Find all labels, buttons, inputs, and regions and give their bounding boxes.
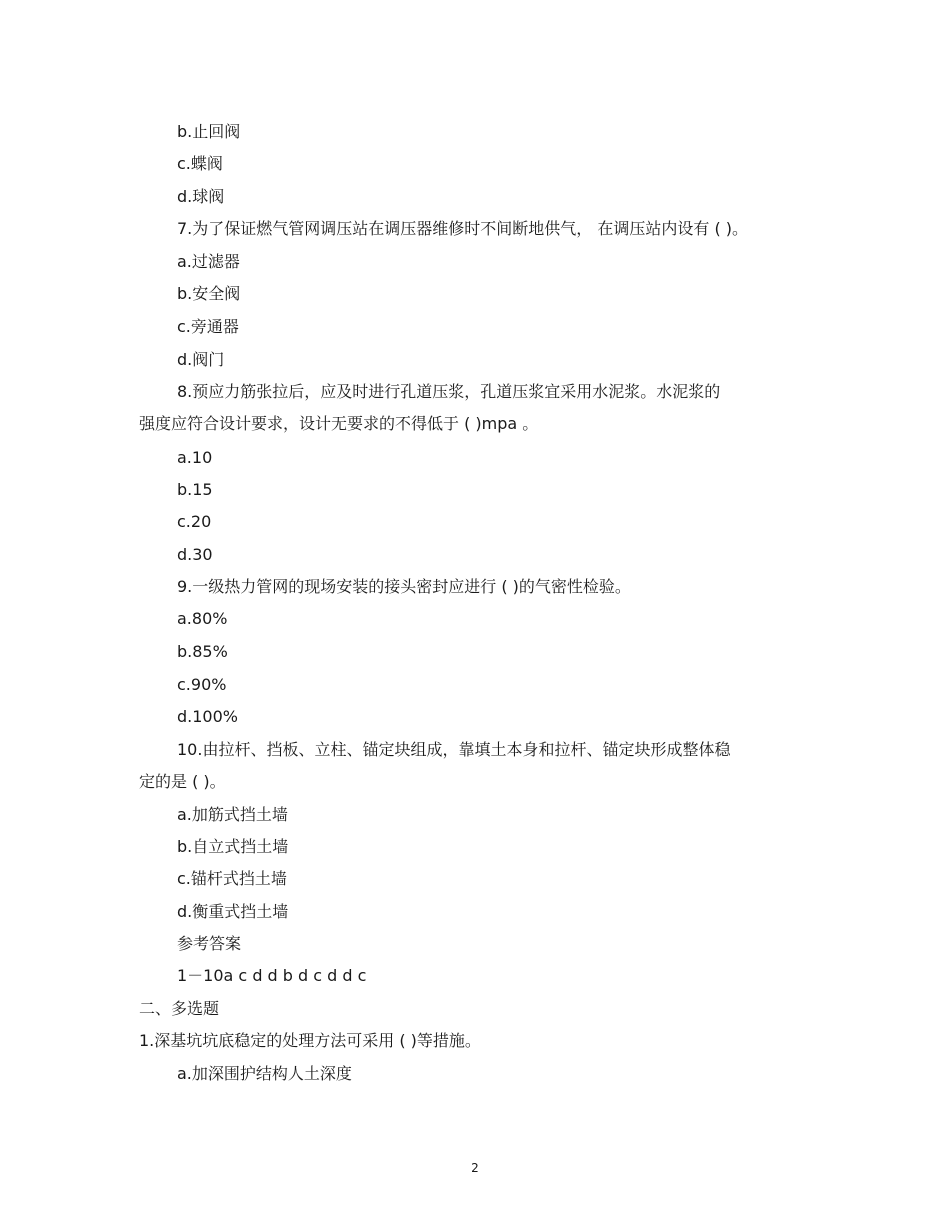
q10-option-d: d.衡重式挡土墙 bbox=[177, 902, 289, 921]
question-8-line-1: 8.预应力筋张拉后，应及时进行孔道压浆，孔道压浆宜采用水泥浆。水泥浆的 bbox=[177, 382, 721, 401]
q8-option-c: c.20 bbox=[177, 512, 212, 531]
question-8-line-2: 强度应符合设计要求，设计无要求的不得低于 ( )mpa 。 bbox=[139, 414, 539, 433]
reference-answer-list: 1－10a c d d b d c d d c bbox=[177, 966, 367, 985]
question-10-line-2: 定的是 ( )。 bbox=[139, 772, 226, 791]
option-c-butterfly-valve: c.蝶阀 bbox=[177, 154, 223, 173]
q7-option-c: c.旁通器 bbox=[177, 317, 239, 336]
q9-option-d: d.100% bbox=[177, 707, 238, 726]
q7-option-a: a.过滤器 bbox=[177, 252, 240, 271]
question-10-line-1: 10.由拉杆、挡板、立柱、锚定块组成，靠填土本身和拉杆、锚定块形成整体稳 bbox=[177, 740, 731, 759]
q9-option-c: c.90% bbox=[177, 675, 227, 694]
q9-option-b: b.85% bbox=[177, 642, 228, 661]
reference-answer-heading: 参考答案 bbox=[177, 934, 242, 953]
q7-option-d: d.阀门 bbox=[177, 350, 225, 369]
option-d-ball-valve: d.球阀 bbox=[177, 187, 225, 206]
q7-option-b: b.安全阀 bbox=[177, 284, 241, 303]
option-b-check-valve: b.止回阀 bbox=[177, 122, 241, 141]
q9-option-a: a.80% bbox=[177, 609, 228, 628]
q10-option-b: b.自立式挡土墙 bbox=[177, 837, 289, 856]
question-9: 9.一级热力管网的现场安装的接头密封应进行 ( )的气密性检验。 bbox=[177, 577, 631, 596]
q8-option-b: b.15 bbox=[177, 480, 213, 499]
multi-question-1: 1.深基坑坑底稳定的处理方法可采用 ( )等措施。 bbox=[139, 1031, 481, 1050]
q8-option-d: d.30 bbox=[177, 545, 213, 564]
q10-option-a: a.加筋式挡土墙 bbox=[177, 805, 288, 824]
multi-q1-option-a: a.加深围护结构人土深度 bbox=[177, 1064, 352, 1083]
q8-option-a: a.10 bbox=[177, 448, 213, 467]
section-heading-multiple-choice: 二、多选题 bbox=[139, 999, 220, 1018]
question-7: 7.为了保证燃气管网调压站在调压器维修时不间断地供气， 在调压站内设有 ( )。 bbox=[177, 219, 749, 238]
q10-option-c: c.锚杆式挡土墙 bbox=[177, 869, 287, 888]
page-number: 2 bbox=[471, 1161, 479, 1175]
